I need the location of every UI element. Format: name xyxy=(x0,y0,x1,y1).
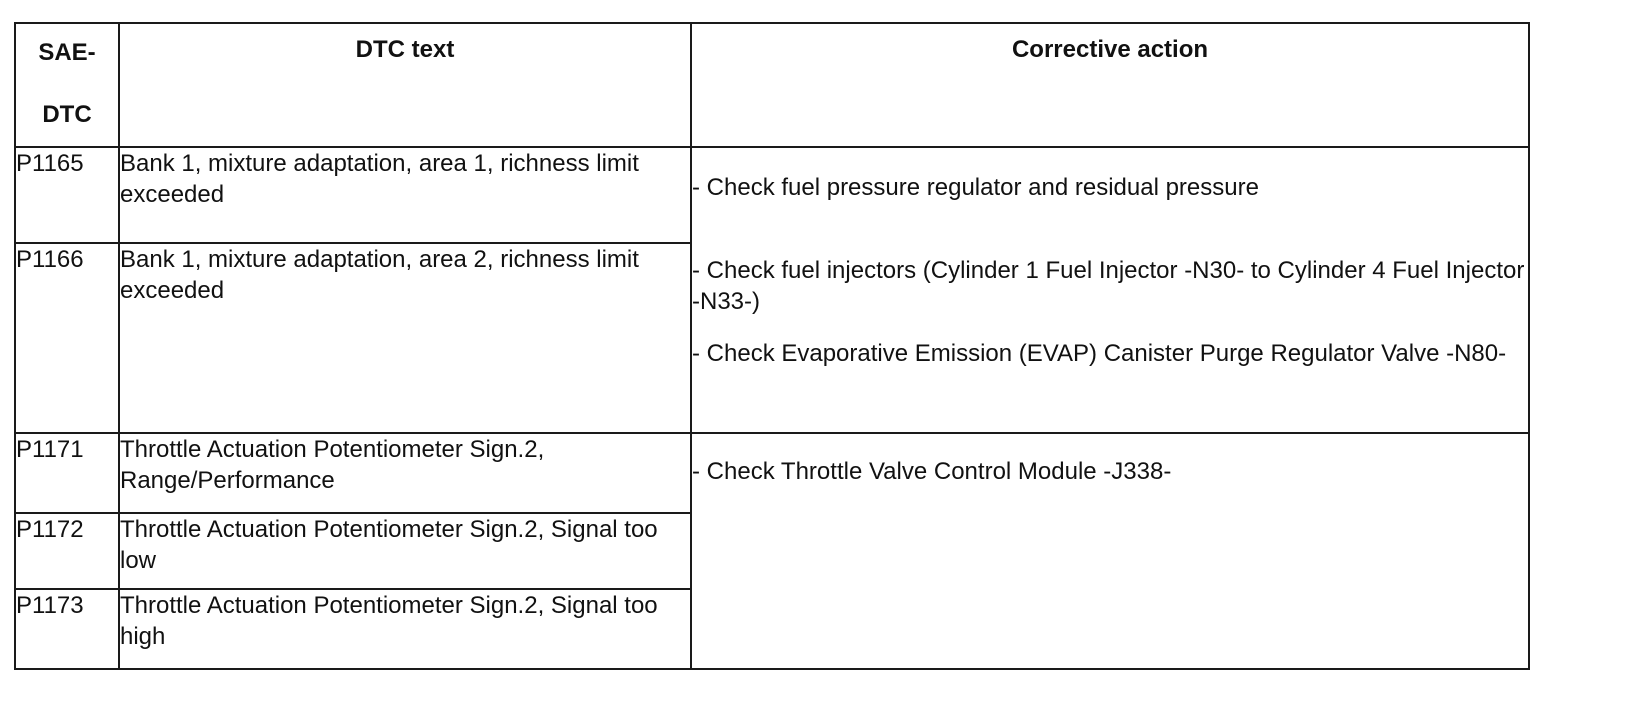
dtc-text-cell: Throttle Actuation Potentiometer Sign.2, Signal too high xyxy=(119,589,691,669)
header-row xyxy=(15,23,1529,147)
dtc-code-cell: P1171 xyxy=(15,433,119,513)
header-sae-line2: DTC xyxy=(42,101,92,128)
table-row xyxy=(15,433,1529,513)
dtc-table xyxy=(14,22,1530,670)
header-corrective-action: Corrective action xyxy=(691,23,1529,147)
header-dtc-text: DTC text xyxy=(119,23,691,147)
dtc-code-cell: P1165 xyxy=(15,147,119,243)
dtc-text-cell: Bank 1, mixture adaptation, area 1, richness limit exceeded xyxy=(119,147,691,243)
dtc-code-cell: P1172 xyxy=(15,513,119,589)
header-sae-dtc xyxy=(15,23,119,147)
corrective-action-item: - Check fuel injectors (Cylinder 1 Fuel Injector -N30- to Cylinder 4 Fuel Injector -N33-) xyxy=(692,257,1525,316)
header-sae-line1: SAE- xyxy=(38,39,96,66)
corrective-action-cell xyxy=(691,147,1529,433)
dtc-text-cell: Bank 1, mixture adaptation, area 2, richness limit exceeded xyxy=(119,243,691,433)
dtc-text-cell: Throttle Actuation Potentiometer Sign.2, Range/Performance xyxy=(119,433,691,513)
dtc-code-cell: P1173 xyxy=(15,589,119,669)
table-row xyxy=(15,147,1529,243)
corrective-action-item: - Check fuel pressure regulator and residual pressure xyxy=(692,174,1259,201)
dtc-code-cell: P1166 xyxy=(15,243,119,433)
corrective-action-item: - Check Evaporative Emission (EVAP) Canister Purge Regulator Valve -N80- xyxy=(692,339,1507,367)
corrective-action-item: - Check Throttle Valve Control Module -J338- xyxy=(692,458,1172,485)
corrective-action-cell xyxy=(691,433,1529,669)
dtc-text-cell: Throttle Actuation Potentiometer Sign.2, Signal too low xyxy=(119,513,691,589)
